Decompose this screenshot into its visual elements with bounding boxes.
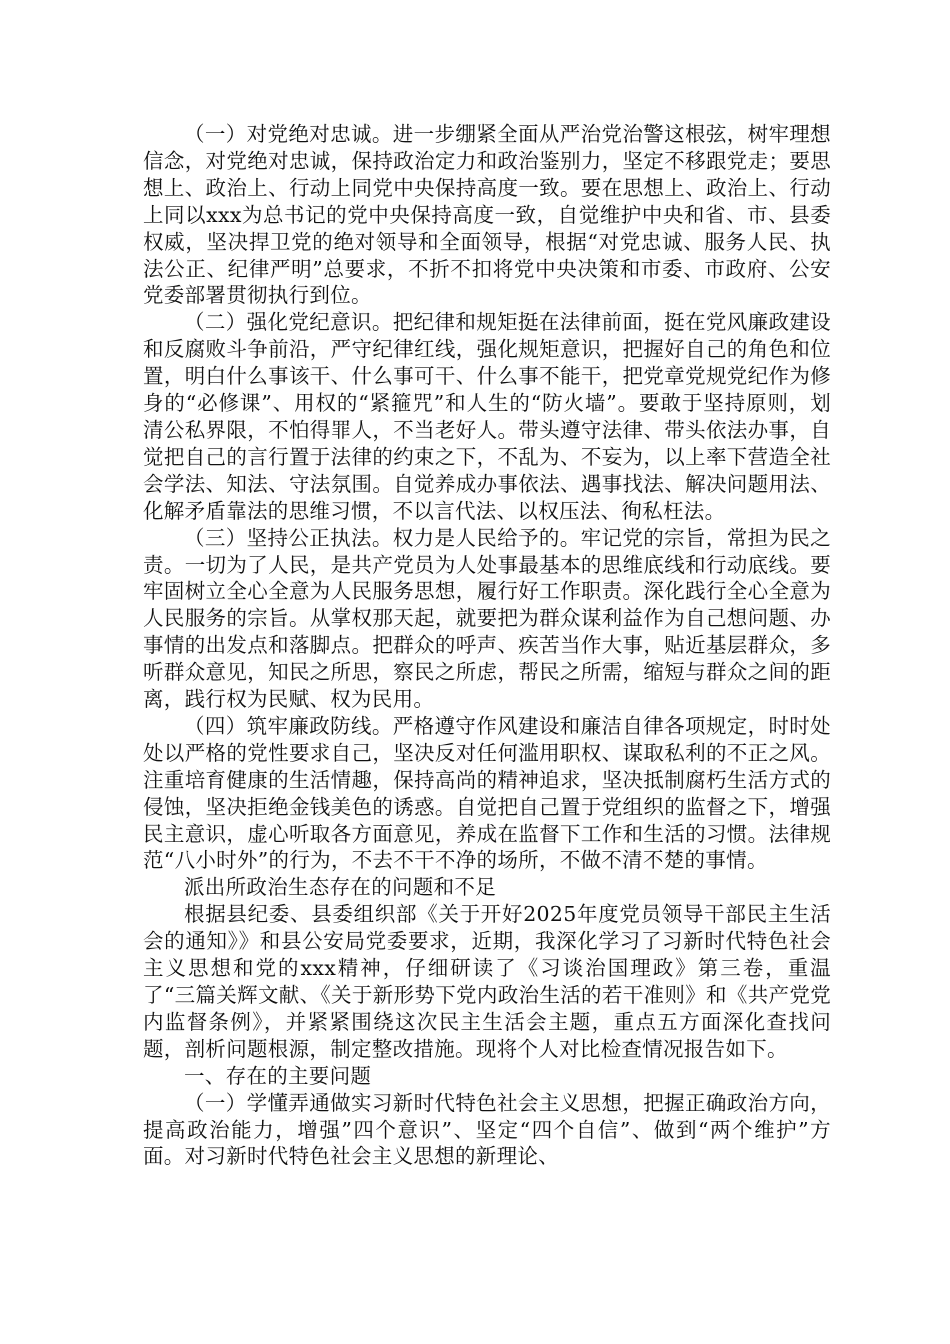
paragraph-sub-one: （一）学懂弄通做实习新时代特色社会主义思想，把握正确政治方向，提高政治能力，增强”四个意识”、坚定“四个自信”、做到“两个维护”方面。对习新时代特色社会主义思想的新理论、: [143, 1090, 831, 1169]
paragraph-discipline: （二）强化党纪意识。把纪律和规矩挺在法律前面，挺在党风廉政建设和反腐败斗争前沿，严守纪律红线，强化规矩意识，把握好自己的角色和位置，明白什么事该干、什么事可干、什么事不能干，把党章党规党纪作为修身的“必修课”、用权的“紧箍咒”和人生的“防火墙”。要敢于坚持原则，划清公私界限，不怕得罪人，不当老好人。带头遵守法律、带头依法办事，自觉把自己的言行置于法律的约束之下，不乱为、不妄为，以上率下营造全社会学法、知法、守法氛围。自觉养成办事依法、遇事找法、解决问题用法、化解矛盾靠法的思维习惯，不以言代法、以权压法、徇私枉法。: [143, 310, 831, 523]
paragraph-justice: （三）坚持公正执法。权力是人民给予的。牢记党的宗旨，常担为民之责。一切为了人民，是共产党员为人处事最基本的思维底线和行动底线。要牢固树立全心全意为人民服务思想，履行好工作职责。深化践行全心全意为人民服务的宗旨。从掌权那天起，就要把为群众谋利益作为自己想问题、办事情的出发点和落脚点。把群众的呼声、疾苦当作大事，贴近基层群众，多听群众意见，知民之所思，察民之所虑，帮民之所需，缩短与群众之间的距离，践行权为民赋、权为民用。: [143, 525, 831, 712]
paragraph-intro: 根据县纪委、县委组织部《关于开好2025年度党员领导干部民主生活会的通知》》和县公安局党委要求，近期，我深化学习了习新时代特色社会主义思想和党的xxx精神，仔细研读了《习谈治国理政》第三卷，重温了“三篇关辉文献、《关于新形势下党内政治生活的若干准则》和《共产党党内监督条例》，并紧紧围绕这次民主生活会主题，重点五方面深化查找问题，剖析问题根源，制定整改措施。现将个人对比检查情况报告如下。: [143, 902, 831, 1061]
heading-main-problems: 一、存在的主要问题: [184, 1063, 372, 1088]
paragraph-integrity: （四）筑牢廉政防线。严格遵守作风建设和廉洁自律各项规定，时时处处以严格的党性要求自己，坚决反对任何滥用职权、谋取私利的不正之风。注重培育健康的生活情趣，保持高尚的精神追求，坚决抵制腐朽生活方式的侵蚀，坚决拒绝金钱美色的诱惑。自觉把自己置于党组织的监督之下，增强民主意识，虚心听取各方面意见，养成在监督下工作和生活的习惯。法律规范“八小时外”的行为，不去不干不净的场所，不做不清不楚的事情。: [143, 713, 831, 873]
section-title: 派出所政治生态存在的问题和不足: [184, 875, 496, 900]
document-body: [143, 121, 831, 1170]
paragraph-loyalty: （一）对党绝对忠诚。进一步绷紧全面从严治党治警这根弦，树牢理想信念，对党绝对忠诚，保持政治定力和政治鉴别力，坚定不移跟党走；要思想上、政治上、行动上同党中央保持高度一致。要在思想上、政治上、行动上同以xxx为总书记的党中央保持高度一致，自觉维护中央和省、市、县委权威，坚决捍卫党的绝对领导和全面领导，根据“对党忠诚、服务人民、执法公正、纪律严明”总要求，不折不扣将党中央决策和市委、市政府、公安党委部署贯彻执行到位。: [143, 122, 831, 308]
